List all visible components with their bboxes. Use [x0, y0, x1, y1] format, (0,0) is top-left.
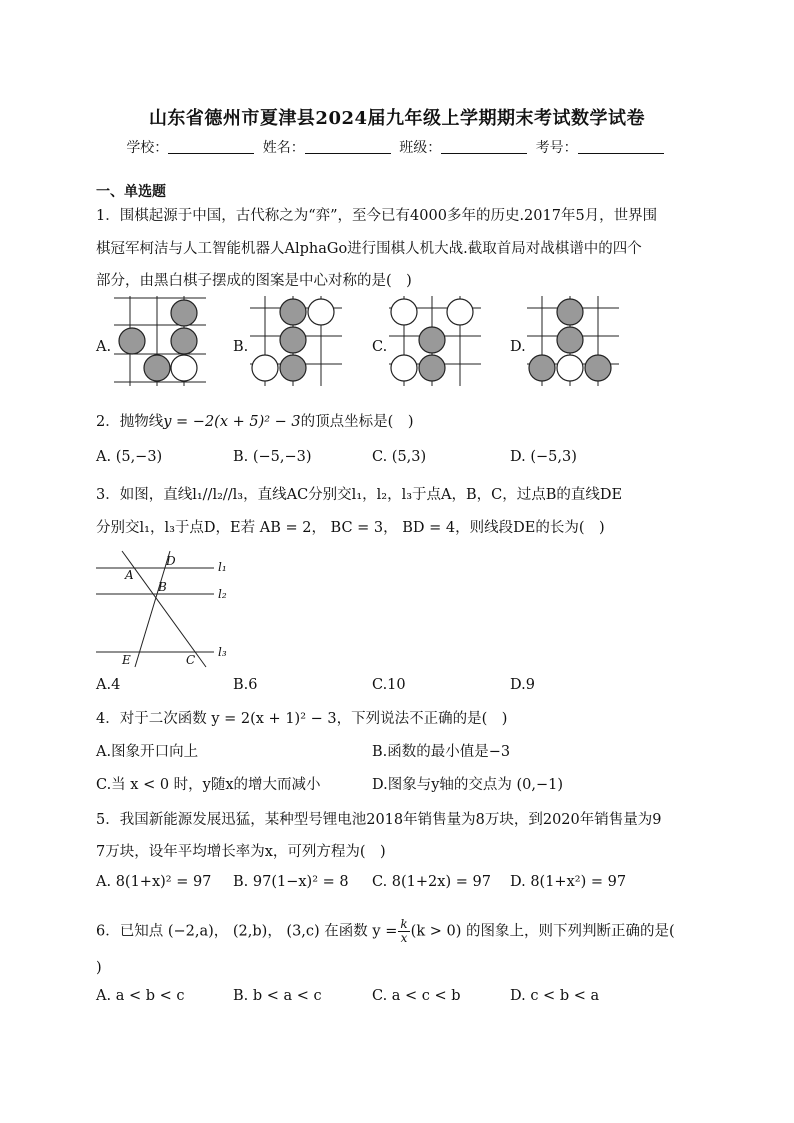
q1-option-c-board	[387, 296, 483, 386]
q6-stem-part-2: (k > 0) 的图象上，则下列判断正确的是(	[410, 923, 675, 940]
label-l2: l₂	[218, 587, 227, 601]
q1-option-a-board	[112, 296, 208, 386]
q5-line-2: 7万块，设年平均增长率为x，可列方程为( )	[96, 844, 386, 860]
number-label: 考号：	[535, 140, 578, 156]
q1-option-c-label[interactable]: C.	[372, 339, 388, 355]
label-E: E	[122, 653, 131, 667]
q6-stem-part-1: 6．已知点 (−2,a)， (2,b)， (3,c) 在函数 y =	[96, 923, 398, 940]
q6-line-1	[96, 918, 706, 945]
q1-line-2: 棋冠军柯洁与人工智能机器人AlphaGo进行围棋人机大战.截取首局对战棋谱中的四个	[96, 241, 642, 257]
q5-option-d[interactable]: D. 8(1+x²) = 97	[510, 874, 627, 890]
q2-stem-tail: 的顶点坐标是( )	[300, 414, 414, 430]
label-l3: l₃	[218, 645, 227, 659]
q5-option-a[interactable]: A. 8(1+x)² = 97	[96, 874, 212, 890]
q4-option-d[interactable]: D.图象与y轴的交点为 (0,−1)	[372, 777, 564, 793]
q4-option-c[interactable]: C.当 x < 0 时，y随x的增大而减小	[96, 777, 321, 793]
q5-line-1: 5．我国新能源发展迅猛，某种型号锂电池2018年销售量为8万块，到2020年销售量为9	[96, 812, 662, 828]
q6-option-a[interactable]: A. a < b < c	[96, 988, 185, 1004]
q6-fraction	[398, 918, 409, 945]
q3-option-a[interactable]: A.4	[96, 677, 121, 693]
q1-option-b-label[interactable]: B.	[233, 339, 249, 355]
school-blank[interactable]	[168, 139, 254, 154]
q6-line-2: )	[96, 960, 102, 976]
label-D: D	[166, 554, 176, 568]
student-info-row	[0, 137, 794, 157]
q3-option-c[interactable]: C.10	[372, 677, 406, 693]
label-l1: l₁	[218, 560, 227, 574]
q1-option-a-label[interactable]: A.	[96, 339, 112, 355]
q1-line-1: 1．围棋起源于中国，古代称之为“弈”，至今已有4000多年的历史.2017年5月，世界围	[96, 208, 658, 224]
q2-option-c[interactable]: C. (5,3)	[372, 449, 427, 465]
q2-option-a[interactable]: A. (5,−3)	[96, 449, 163, 465]
section-heading: 一、单选题	[96, 184, 166, 200]
label-B: B	[158, 580, 167, 594]
label-A: A	[125, 568, 134, 582]
q3-parallel-lines-figure	[94, 548, 244, 670]
q5-option-b[interactable]: B. 97(1−x)² = 8	[233, 874, 349, 890]
q2-option-b[interactable]: B. (−5,−3)	[233, 449, 312, 465]
q1-option-b-board	[248, 296, 344, 386]
exam-title: 山东省德州市夏津县2024届九年级上学期期末考试数学试卷	[148, 108, 646, 129]
number-blank[interactable]	[578, 139, 664, 154]
q6-fraction-denominator: x	[400, 931, 408, 945]
q5-option-c[interactable]: C. 8(1+2x) = 97	[372, 874, 491, 890]
q3-option-b[interactable]: B.6	[233, 677, 258, 693]
q2-option-d[interactable]: D. (−5,3)	[510, 449, 577, 465]
name-blank[interactable]	[305, 139, 391, 154]
q6-option-b[interactable]: B. b < a < c	[233, 988, 322, 1004]
class-blank[interactable]	[441, 139, 527, 154]
q3-option-d[interactable]: D.9	[510, 677, 535, 693]
q2-stem-text: 2．抛物线	[96, 414, 164, 430]
class-label: 班级：	[399, 140, 442, 156]
q6-option-c[interactable]: C. a < c < b	[372, 988, 461, 1004]
q1-line-3: 部分，由黑白棋子摆成的图案是中心对称的是( )	[96, 273, 412, 289]
q3-line-2: 分别交l₁，l₃于点D，E若 AB = 2， BC = 3， BD = 4，则线段DE的长为( )	[96, 520, 605, 536]
q2-formula: y = −2(x + 5)² − 3	[163, 414, 301, 430]
q2-stem	[96, 410, 701, 431]
q1-option-d-board	[525, 296, 621, 386]
q3-line-1: 3．如图，直线l₁//l₂//l₃，直线AC分别交l₁，l₂，l₃于点A，B，C，过点B的直线DE	[96, 487, 623, 503]
q1-option-d-label[interactable]: D.	[510, 339, 526, 355]
q4-option-b[interactable]: B.函数的最小值是−3	[372, 744, 511, 760]
label-C: C	[186, 653, 196, 667]
q4-stem: 4．对于二次函数 y = 2(x + 1)² − 3，下列说法不正确的是( )	[96, 711, 508, 727]
q4-option-a[interactable]: A.图象开口向上	[96, 744, 199, 760]
q6-option-d[interactable]: D. c < b < a	[510, 988, 600, 1004]
school-label: 学校：	[126, 140, 169, 156]
name-label: 姓名：	[262, 140, 305, 156]
q6-fraction-numerator: k	[400, 917, 408, 931]
